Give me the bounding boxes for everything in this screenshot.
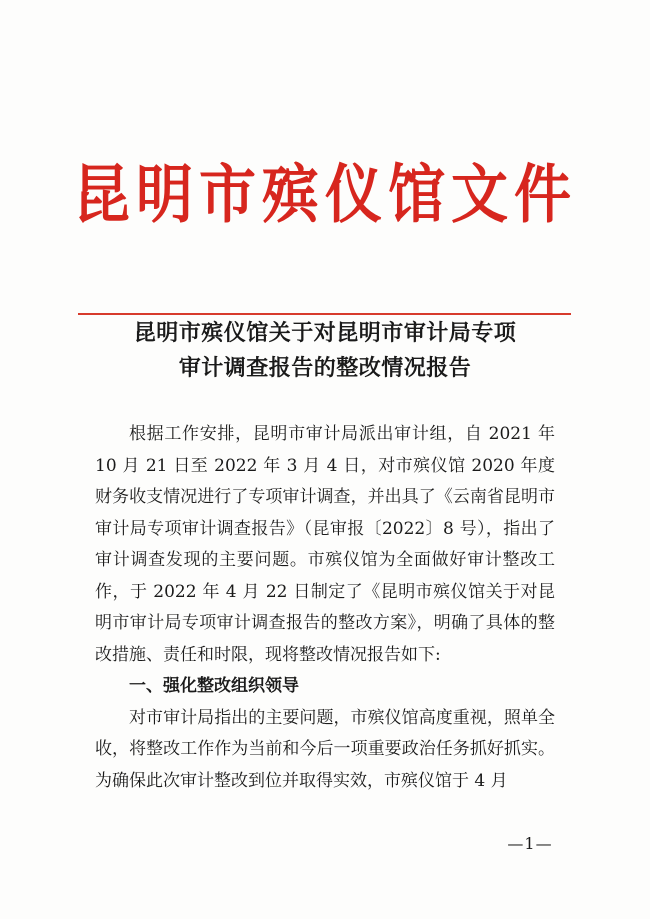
title-line-2: 审计调查报告的整改情况报告 <box>178 356 472 381</box>
document-body <box>95 419 555 797</box>
paragraph-intro: 根据工作安排，昆明市审计局派出审计组，自 2021 年 10 月 21 日至 2022 年 3 月 4 日，对市殡仪馆 2020 年度财务收支情况进行了专项审计调查，并出具了《云南省昆明市审计局专项审计调查报告》（昆审报〔2022〕8 号），指出了审计调查发现的主要问题。市殡仪馆为全面做好审计整改工作，于 2022 年 4 月 22 日制定了《昆明市殡仪馆关于对昆明市审计局专项审计调查报告的整改方案》，明确了具体的整改措施、责任和时限，现将整改情况报告如下: <box>95 424 555 665</box>
title-line-1: 昆明市殡仪馆关于对昆明市审计局专项 <box>133 321 517 346</box>
red-divider <box>78 313 571 315</box>
page-number: —1— <box>507 834 553 853</box>
document-header: 昆明市殡仪馆文件 <box>73 158 577 232</box>
paragraph-section-1: 对市审计局指出的主要问题，市殡仪馆高度重视，照单全收，将整改工作作为当前和今后一项重要政治任务抓好抓实。为确保此次审计整改到位并取得实效，市殡仪馆于 4 月 <box>95 707 555 791</box>
section-heading: 一、强化整改组织领导 <box>129 676 299 696</box>
document-title <box>60 316 590 386</box>
